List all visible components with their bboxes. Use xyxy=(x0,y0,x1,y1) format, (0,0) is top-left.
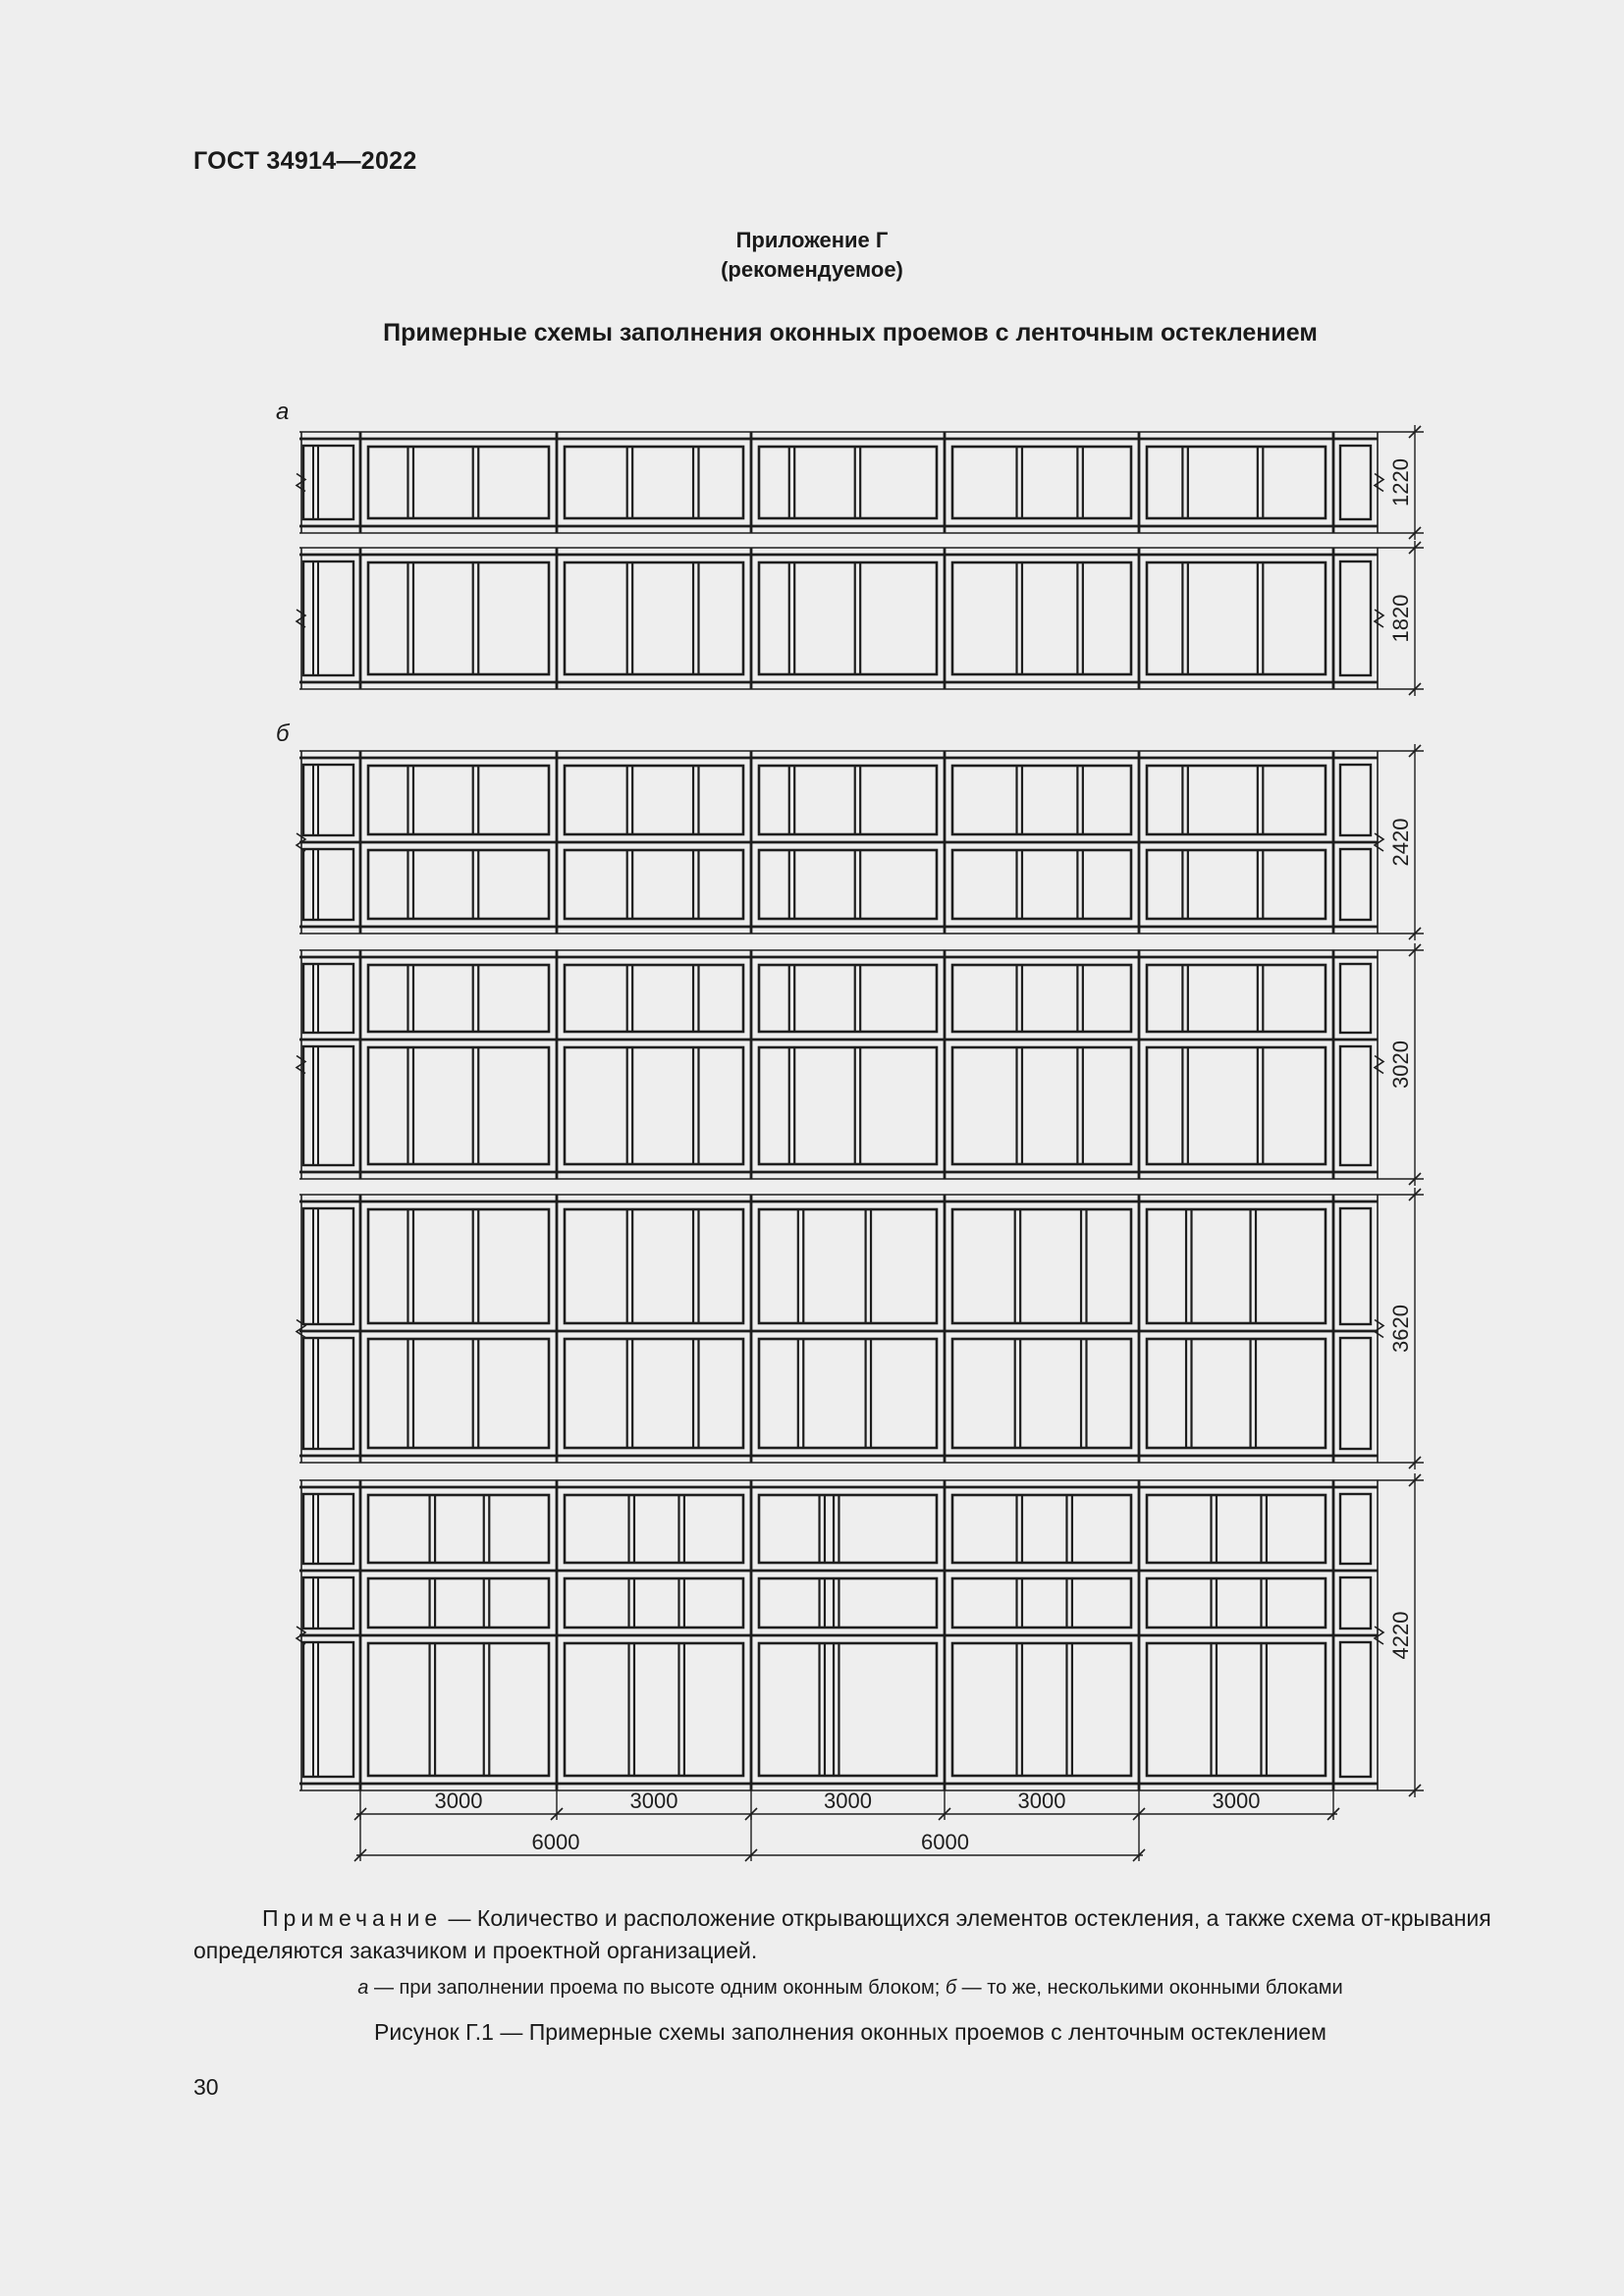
partial-window-L41 xyxy=(303,1338,353,1449)
break-mark-r0 xyxy=(1375,474,1383,492)
window-frame-3-0-3 xyxy=(952,965,1131,1032)
note xyxy=(193,1902,1509,1967)
legend-b-key: б xyxy=(945,1977,957,1999)
window-frame-3-0-0 xyxy=(368,965,549,1032)
page-number: 30 xyxy=(193,2074,219,2100)
legend-a-text: — при заполнении проема по высоте одним оконным блоком; xyxy=(368,1977,946,1999)
partial-window-R50 xyxy=(1340,1494,1371,1564)
window-frame-3-0-1 xyxy=(565,965,743,1032)
band-height-label-1: 1220 xyxy=(1388,458,1413,507)
window-band-2 xyxy=(297,548,1383,689)
window-frame-2-0-0 xyxy=(368,766,549,834)
legend-b-text: — то же, несколькими оконными блоками xyxy=(956,1977,1343,1999)
window-frame-4-1-3 xyxy=(952,1339,1131,1448)
window-frame-2-0-4 xyxy=(1147,766,1326,834)
window-frame-4-1-1 xyxy=(565,1339,743,1448)
module-dimension-1: 3000 xyxy=(434,1789,483,1813)
band-height-label-6: 4220 xyxy=(1388,1611,1413,1660)
window-frame-4-1-4 xyxy=(1147,1339,1326,1448)
partial-window-R10 xyxy=(1340,561,1371,675)
appendix-title: Приложение Г xyxy=(735,228,889,252)
partial-window-R40 xyxy=(1340,1208,1371,1324)
window-frame-0-0-1 xyxy=(565,447,743,518)
pair-dimension-1: 6000 xyxy=(531,1830,580,1854)
window-frame-0-0-0 xyxy=(368,447,549,518)
window-frame-1-0-4 xyxy=(1147,562,1326,674)
subfigure-b-label: б xyxy=(276,721,290,747)
partial-window-L00 xyxy=(303,446,353,519)
window-frame-5-0-1 xyxy=(565,1495,743,1563)
window-frame-4-0-4 xyxy=(1147,1209,1326,1323)
window-frame-4-0-2 xyxy=(759,1209,937,1323)
window-frame-2-1-3 xyxy=(952,850,1131,919)
module-dimension-4: 3000 xyxy=(1017,1789,1066,1813)
window-frame-1-0-0 xyxy=(368,562,549,674)
window-frame-3-1-1 xyxy=(565,1047,743,1164)
window-frame-5-1-0 xyxy=(368,1578,549,1628)
appendix-status: (рекомендуемое) xyxy=(721,257,903,282)
window-frame-5-0-2 xyxy=(759,1495,937,1563)
window-frame-5-1-2 xyxy=(759,1578,937,1628)
partial-window-L31 xyxy=(303,1046,353,1165)
window-frame-3-1-4 xyxy=(1147,1047,1326,1164)
module-dimension-2: 3000 xyxy=(629,1789,678,1813)
window-frame-3-0-2 xyxy=(759,965,937,1032)
partial-window-L40 xyxy=(303,1208,353,1324)
window-frame-3-0-4 xyxy=(1147,965,1326,1032)
break-mark-r1 xyxy=(1375,610,1383,627)
partial-window-L50 xyxy=(303,1494,353,1564)
window-frame-1-0-3 xyxy=(952,562,1131,674)
window-frame-2-0-1 xyxy=(565,766,743,834)
window-frame-5-2-3 xyxy=(952,1643,1131,1776)
window-frame-2-0-2 xyxy=(759,766,937,834)
window-band-3 xyxy=(297,751,1383,934)
window-frame-2-1-1 xyxy=(565,850,743,919)
window-frame-5-1-4 xyxy=(1147,1578,1326,1628)
window-frame-5-2-0 xyxy=(368,1643,549,1776)
window-frame-5-1-3 xyxy=(952,1578,1131,1628)
window-frame-1-0-2 xyxy=(759,562,937,674)
window-frame-5-2-4 xyxy=(1147,1643,1326,1776)
break-mark-r3 xyxy=(1375,1056,1383,1074)
window-frame-3-1-2 xyxy=(759,1047,937,1164)
note-lead: Примечание xyxy=(262,1905,443,1931)
partial-window-R00 xyxy=(1340,446,1371,519)
partial-window-L20 xyxy=(303,765,353,835)
band-height-label-3: 2420 xyxy=(1388,818,1413,867)
window-frame-5-2-1 xyxy=(565,1643,743,1776)
window-band-5 xyxy=(297,1195,1383,1463)
window-frame-2-1-0 xyxy=(368,850,549,919)
partial-window-R41 xyxy=(1340,1338,1371,1449)
partial-window-R30 xyxy=(1340,964,1371,1033)
break-mark-r4 xyxy=(1375,1320,1383,1338)
window-frame-4-1-0 xyxy=(368,1339,549,1448)
window-band-6 xyxy=(297,1480,1383,1790)
window-frame-2-1-4 xyxy=(1147,850,1326,919)
pair-dimension-2: 6000 xyxy=(921,1830,969,1854)
window-frame-0-0-3 xyxy=(952,447,1131,518)
window-frame-0-0-4 xyxy=(1147,447,1326,518)
subfigure-a-label: а xyxy=(276,399,290,425)
window-frame-4-0-3 xyxy=(952,1209,1131,1323)
partial-window-R20 xyxy=(1340,765,1371,835)
window-frame-3-1-3 xyxy=(952,1047,1131,1164)
band-height-label-2: 1820 xyxy=(1388,594,1413,643)
window-frame-2-1-2 xyxy=(759,850,937,919)
window-band-4 xyxy=(297,950,1383,1179)
window-frame-1-0-1 xyxy=(565,562,743,674)
legend-a-key: а xyxy=(357,1977,369,1999)
window-frame-3-1-0 xyxy=(368,1047,549,1164)
partial-window-R31 xyxy=(1340,1046,1371,1165)
window-frame-5-1-1 xyxy=(565,1578,743,1628)
module-dimension-5: 3000 xyxy=(1212,1789,1261,1813)
figure-legend xyxy=(0,1977,1624,2000)
window-frame-4-0-0 xyxy=(368,1209,549,1323)
window-frame-5-0-4 xyxy=(1147,1495,1326,1563)
document-code: ГОСТ 34914—2022 xyxy=(193,147,417,175)
window-frame-5-0-0 xyxy=(368,1495,549,1563)
figure-caption: Рисунок Г.1 — Примерные схемы заполнения оконных проемов с ленточным остеклением xyxy=(374,2019,1326,2045)
partial-window-L30 xyxy=(303,964,353,1033)
band-height-label-5: 3620 xyxy=(1388,1305,1413,1353)
partial-window-R52 xyxy=(1340,1642,1371,1777)
window-band-1 xyxy=(297,432,1383,533)
note-text: — Количество и расположение открывающихся элементов остекления, а также схема от-крывания определяются заказчиком и проектной организацией. xyxy=(193,1905,1491,1963)
window-frame-2-0-3 xyxy=(952,766,1131,834)
partial-window-L10 xyxy=(303,561,353,675)
window-frame-5-0-3 xyxy=(952,1495,1131,1563)
module-dimension-3: 3000 xyxy=(824,1789,872,1813)
window-frame-4-0-1 xyxy=(565,1209,743,1323)
window-frame-4-1-2 xyxy=(759,1339,937,1448)
partial-window-R21 xyxy=(1340,849,1371,920)
partial-window-L52 xyxy=(303,1642,353,1777)
window-frame-5-2-2 xyxy=(759,1643,937,1776)
partial-window-L51 xyxy=(303,1577,353,1629)
band-height-label-4: 3020 xyxy=(1388,1041,1413,1089)
appendix-heading: Примерные схемы заполнения оконных проемов с ленточным остеклением xyxy=(383,319,1318,347)
window-frame-0-0-2 xyxy=(759,447,937,518)
partial-window-L21 xyxy=(303,849,353,920)
partial-window-R51 xyxy=(1340,1577,1371,1629)
